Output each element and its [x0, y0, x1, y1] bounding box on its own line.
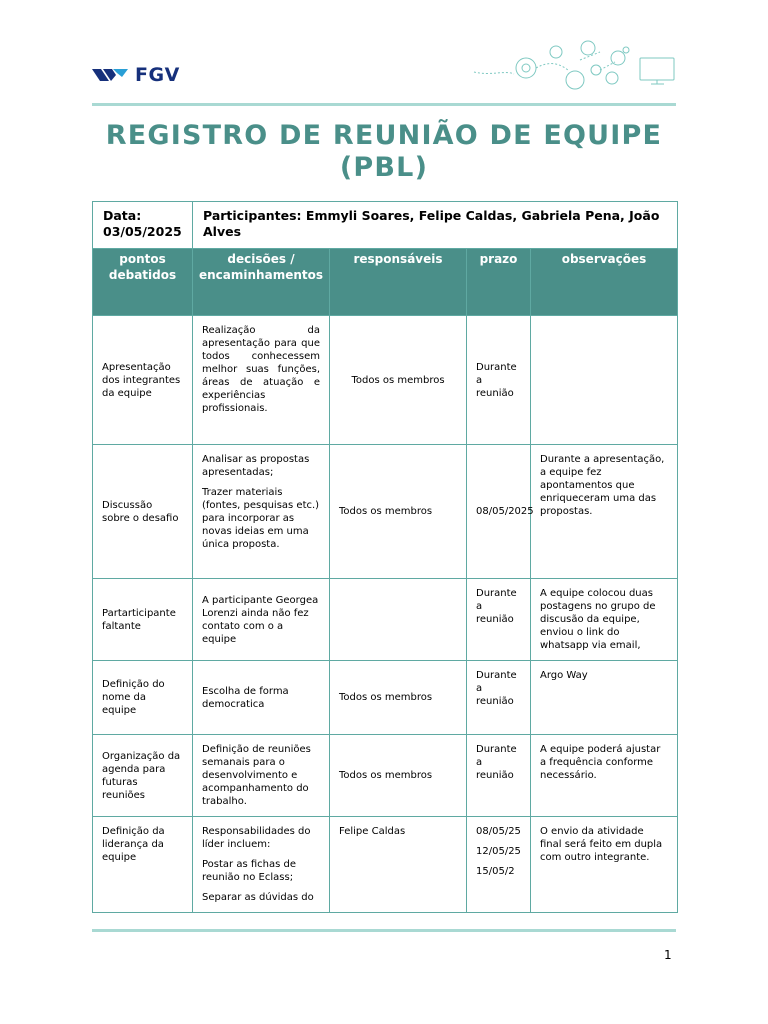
decisoes-cell	[193, 661, 330, 735]
decisao-text: Responsabilidades do líder incluem:	[202, 826, 311, 850]
prazo-text: 15/05/2	[476, 866, 515, 877]
responsaveis-cell: Todos os membros	[330, 316, 467, 445]
decisoes-cell	[193, 735, 330, 817]
observacoes-cell: Durante a apresentação, a equipe fez apontamentos que enriqueceram uma das propostas.	[531, 445, 678, 579]
decisao-text: Definição de reuniões semanais para o desenvolvimento e acompanhamento do trabalho.	[202, 744, 311, 807]
decisoes-cell	[193, 316, 330, 445]
prazo-text: Durante a reunião	[476, 744, 517, 781]
observacoes-cell	[531, 316, 678, 445]
header-divider	[92, 103, 676, 106]
prazo-text: 08/05/2025	[476, 506, 534, 517]
table-row	[93, 735, 678, 817]
footer-divider	[92, 929, 676, 932]
responsaveis-cell	[330, 579, 467, 661]
prazo-cell	[467, 661, 531, 735]
ponto-cell: Apresentação dos integrantes da equipe	[93, 316, 193, 445]
date-value: 03/05/2025	[103, 224, 182, 239]
ponto-cell: Definição do nome da equipe	[93, 661, 193, 735]
ponto-cell: Definição da liderança da equipe	[93, 817, 193, 913]
prazo-text: 12/05/25	[476, 846, 521, 857]
decisao-text: Escolha de forma democratica	[202, 685, 289, 710]
observacoes-cell: O envio da atividade final será feito em dupla com outro integrante.	[531, 817, 678, 913]
header-illustration-icon	[470, 40, 680, 92]
decisao-text: Realização da apresentação para que todos conhecessem melhor suas funções, áreas de atuação e experiências profissionais.	[202, 325, 320, 414]
column-header-responsaveis: responsáveis	[330, 249, 467, 316]
prazo-cell	[467, 817, 531, 913]
table-row	[93, 579, 678, 661]
page-title: REGISTRO DE REUNIÃO DE EQUIPE (PBL)	[105, 120, 663, 183]
prazo-text: Durante a reunião	[476, 588, 517, 625]
responsaveis-cell: Felipe Caldas	[330, 817, 467, 913]
logo-text: FGV	[135, 64, 180, 86]
prazo-cell	[467, 445, 534, 579]
prazo-cell	[467, 735, 531, 817]
responsaveis-cell: Todos os membros	[330, 735, 467, 817]
prazo-text: Durante a reunião	[476, 670, 517, 707]
column-header-prazo: prazo	[467, 249, 531, 316]
ponto-cell: Partarticipante faltante	[93, 579, 193, 661]
table-row	[93, 661, 678, 735]
prazo-cell	[467, 316, 531, 445]
responsaveis-cell: Todos os membros	[330, 445, 467, 579]
decisao-text: Separar as dúvidas do	[202, 892, 314, 903]
prazo-cell	[467, 579, 531, 661]
meeting-table	[92, 201, 678, 913]
column-header-observacoes: observações	[531, 249, 678, 316]
responsaveis-cell: Todos os membros	[330, 661, 467, 735]
fgv-logo	[92, 64, 180, 86]
ponto-cell: Discussão sobre o desafio	[93, 445, 193, 579]
table-row	[93, 445, 678, 579]
decisoes-cell	[193, 817, 330, 913]
column-header-decisoes: decisões / encaminhamentos	[193, 249, 330, 316]
observacoes-cell: A equipe colocou duas postagens no grupo de discusão da equipe, enviou o link do whatsapp via email,	[531, 579, 678, 661]
date-label: Data:	[103, 208, 142, 223]
column-header-row	[93, 249, 678, 316]
decisao-text: A participante Georgea Lorenzi ainda não fez contato com o a equipe	[202, 594, 319, 645]
decisao-text: Analisar as propostas apresentadas;	[202, 454, 310, 478]
table-row	[93, 316, 678, 445]
prazo-text: 08/05/25	[476, 826, 521, 837]
info-row	[93, 202, 678, 249]
page-number: 1	[664, 948, 672, 962]
decisoes-cell	[193, 445, 330, 579]
column-header-pontos: pontos debatidos	[93, 249, 193, 316]
observacoes-cell: Argo Way	[531, 661, 678, 735]
date-cell	[93, 202, 193, 249]
decisao-text: Trazer materiais (fontes, pesquisas etc.) para incorporar as novas ideias em uma única proposta.	[202, 487, 320, 550]
decisao-text: Postar as fichas de reunião no Eclass;	[202, 859, 297, 883]
table-row	[93, 817, 678, 913]
decisoes-cell	[193, 579, 330, 661]
fgv-logo-icon	[92, 67, 130, 83]
prazo-text: Durante a reunião	[476, 361, 517, 399]
ponto-cell: Organização da agenda para futuras reuniões	[93, 735, 193, 817]
participants-cell: Participantes: Emmyli Soares, Felipe Caldas, Gabriela Pena, João Alves	[193, 202, 678, 249]
observacoes-cell: A equipe poderá ajustar a frequência conforme necessário.	[531, 735, 678, 817]
